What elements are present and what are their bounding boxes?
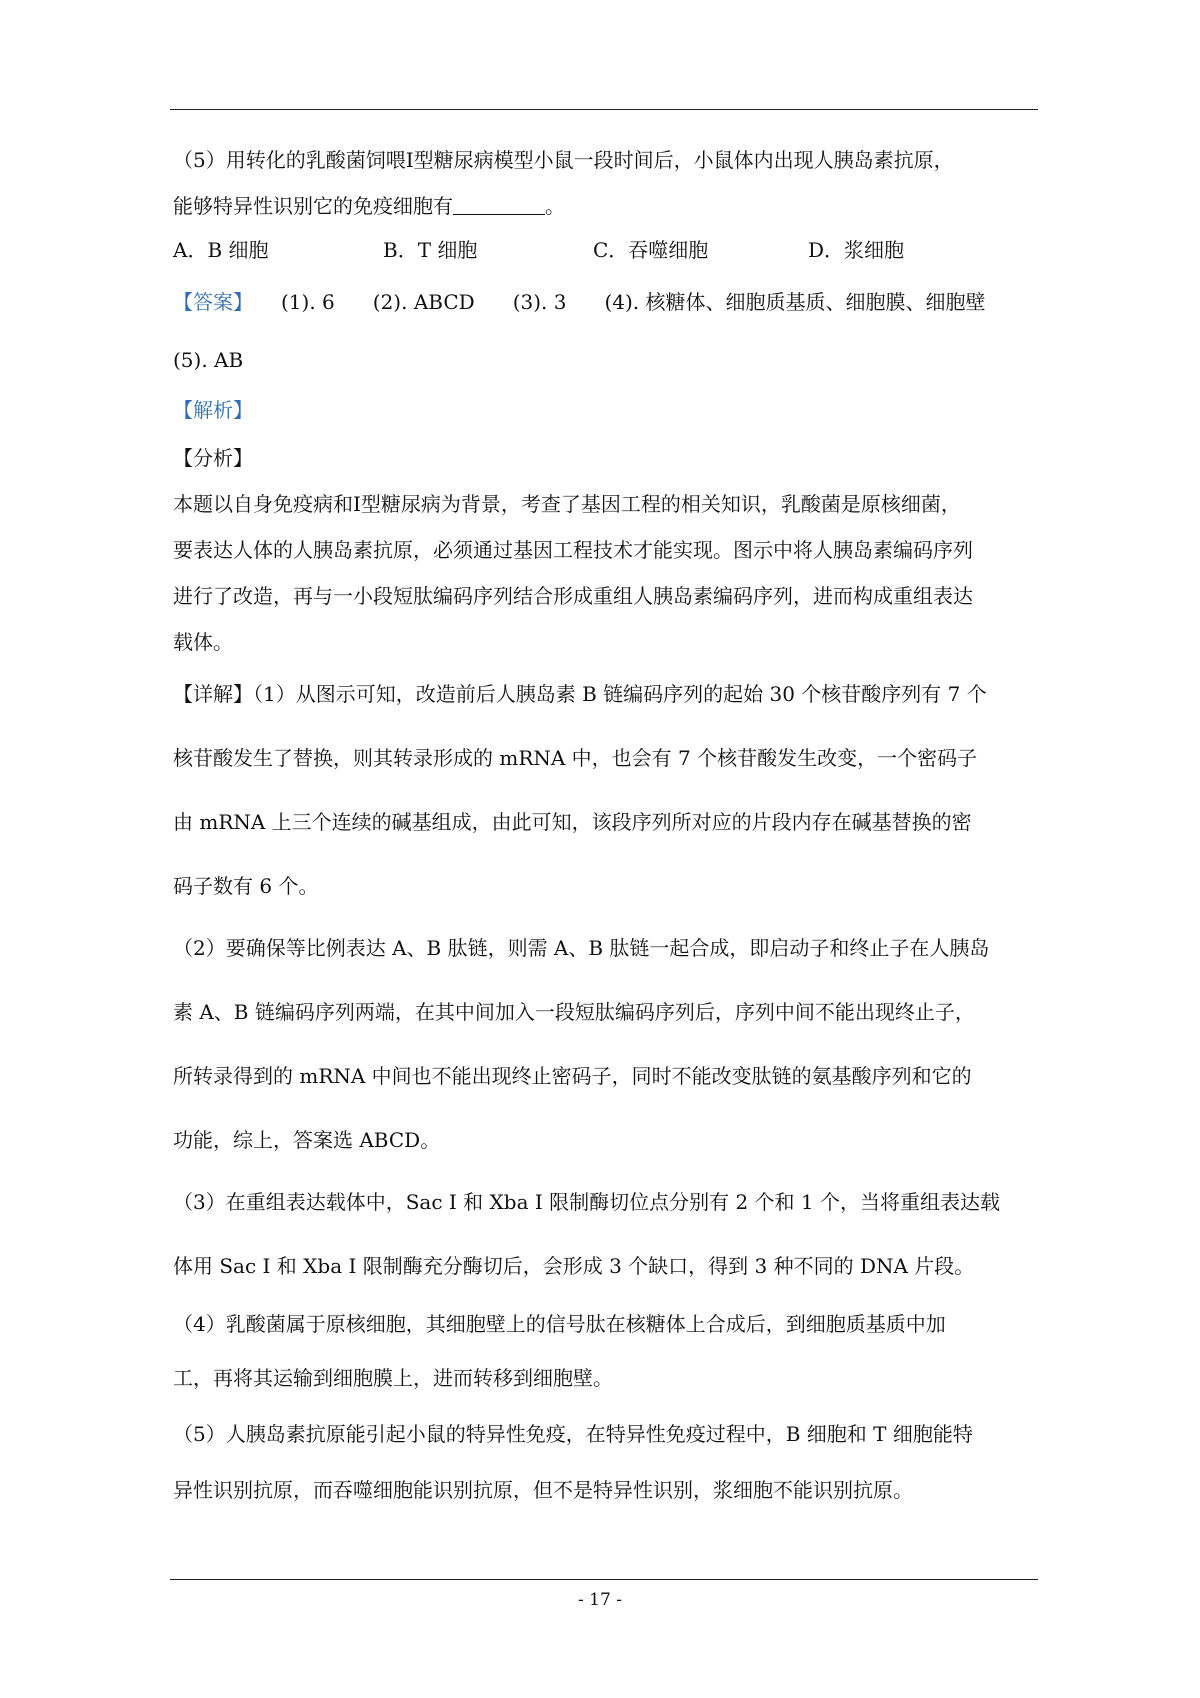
- intro-line-3: 进行了改造，再与一小段短肽编码序列结合形成重组人胰岛素编码序列，进而构成重组表达: [173, 584, 973, 608]
- detail-p2-line-2: 素 A、B 链编码序列两端，在其中间加入一段短肽编码序列后，序列中间不能出现终止子，: [173, 1000, 975, 1024]
- answer-item-5: (5). AB: [173, 348, 244, 372]
- question-5-options: [173, 238, 1035, 262]
- option-d: D．浆细胞: [808, 238, 905, 262]
- question-5-stem: 能够特异性识别它的免疫细胞有: [173, 194, 453, 218]
- detail-p3-line-1: （3）在重组表达载体中，Sac Ⅰ 和 Xba Ⅰ 限制酶切位点分别有 2 个和 1 个，当将重组表达载: [173, 1190, 1000, 1214]
- answer-item-2: (2). ABCD: [372, 290, 475, 314]
- intro-line-4: 载体。: [173, 630, 233, 654]
- header-rule: [170, 109, 1038, 110]
- page-content: [173, 148, 1035, 1502]
- detail-p2-line-4: 功能，综上，答案选 ABCD。: [173, 1128, 441, 1152]
- answer-item-1: (1). 6: [281, 290, 335, 314]
- detail-p5-line-1: （5）人胰岛素抗原能引起小鼠的特异性免疫，在特异性免疫过程中，B 细胞和 T 细胞能特: [173, 1422, 973, 1446]
- answer-item-4: (4). 核糖体、细胞质基质、细胞膜、细胞壁: [604, 290, 986, 314]
- detail-p2-line-1: （2）要确保等比例表达 A、B 肽链，则需 A、B 肽链一起合成，即启动子和终止子在人胰岛: [173, 936, 990, 960]
- option-c: C．吞噬细胞: [593, 238, 709, 262]
- answer-item-3: (3). 3: [512, 290, 567, 314]
- question-5-line-2: [173, 194, 1035, 218]
- analysis-sub-label: 【分析】: [173, 446, 253, 470]
- detail-p2-line-3: 所转录得到的 mRNA 中间也不能出现终止密码子，同时不能改变肽链的氨基酸序列和它的: [173, 1064, 972, 1088]
- option-b: B．T 细胞: [383, 238, 478, 262]
- question-5-line-1: （5）用转化的乳酸菌饲喂Ⅰ型糖尿病模型小鼠一段时间后，小鼠体内出现人胰岛素抗原，: [173, 148, 954, 172]
- question-5-end: 。: [545, 194, 565, 218]
- detail-p5-line-2: 异性识别抗原，而吞噬细胞能识别抗原，但不是特异性识别，浆细胞不能识别抗原。: [173, 1478, 913, 1502]
- answer-label: 【答案】: [173, 290, 253, 314]
- analysis-label: 【解析】: [173, 398, 253, 422]
- answer-blank: [453, 196, 545, 215]
- detail-p3-line-2: 体用 Sac Ⅰ 和 Xba Ⅰ 限制酶充分酶切后，会形成 3 个缺口，得到 3 种不同的 DNA 片段。: [173, 1254, 975, 1278]
- detail-line-1: [173, 682, 1035, 706]
- detail-p1-line-1: （1）从图示可知，改造前后人胰岛素 B 链编码序列的起始 30 个核苷酸序列有 7 个: [253, 682, 987, 706]
- detail-p4-line-1: （4）乳酸菌属于原核细胞，其细胞壁上的信号肽在核糖体上合成后，到细胞质基质中加: [173, 1312, 946, 1336]
- detail-label: 【详解】: [173, 682, 253, 706]
- detail-p1-line-3: 由 mRNA 上三个连续的碱基组成，由此可知，该段序列所对应的片段内存在碱基替换的密: [173, 810, 972, 834]
- page-number: - 17 -: [578, 1590, 622, 1610]
- intro-line-2: 要表达人体的人胰岛素抗原，必须通过基因工程技术才能实现。图示中将人胰岛素编码序列: [173, 538, 973, 562]
- intro-line-1: 本题以自身免疫病和Ⅰ型糖尿病为背景，考查了基因工程的相关知识，乳酸菌是原核细菌，: [173, 492, 961, 516]
- detail-p1-line-4: 码子数有 6 个。: [173, 874, 319, 898]
- detail-p4-line-2: 工，再将其运输到细胞膜上，进而转移到细胞壁。: [173, 1366, 613, 1390]
- detail-p1-line-2: 核苷酸发生了替换，则其转录形成的 mRNA 中，也会有 7 个核苷酸发生改变，一个密码子: [173, 746, 978, 770]
- answer-line: [173, 290, 1035, 314]
- option-a: A．B 细胞: [173, 238, 269, 262]
- footer-rule: [170, 1579, 1038, 1580]
